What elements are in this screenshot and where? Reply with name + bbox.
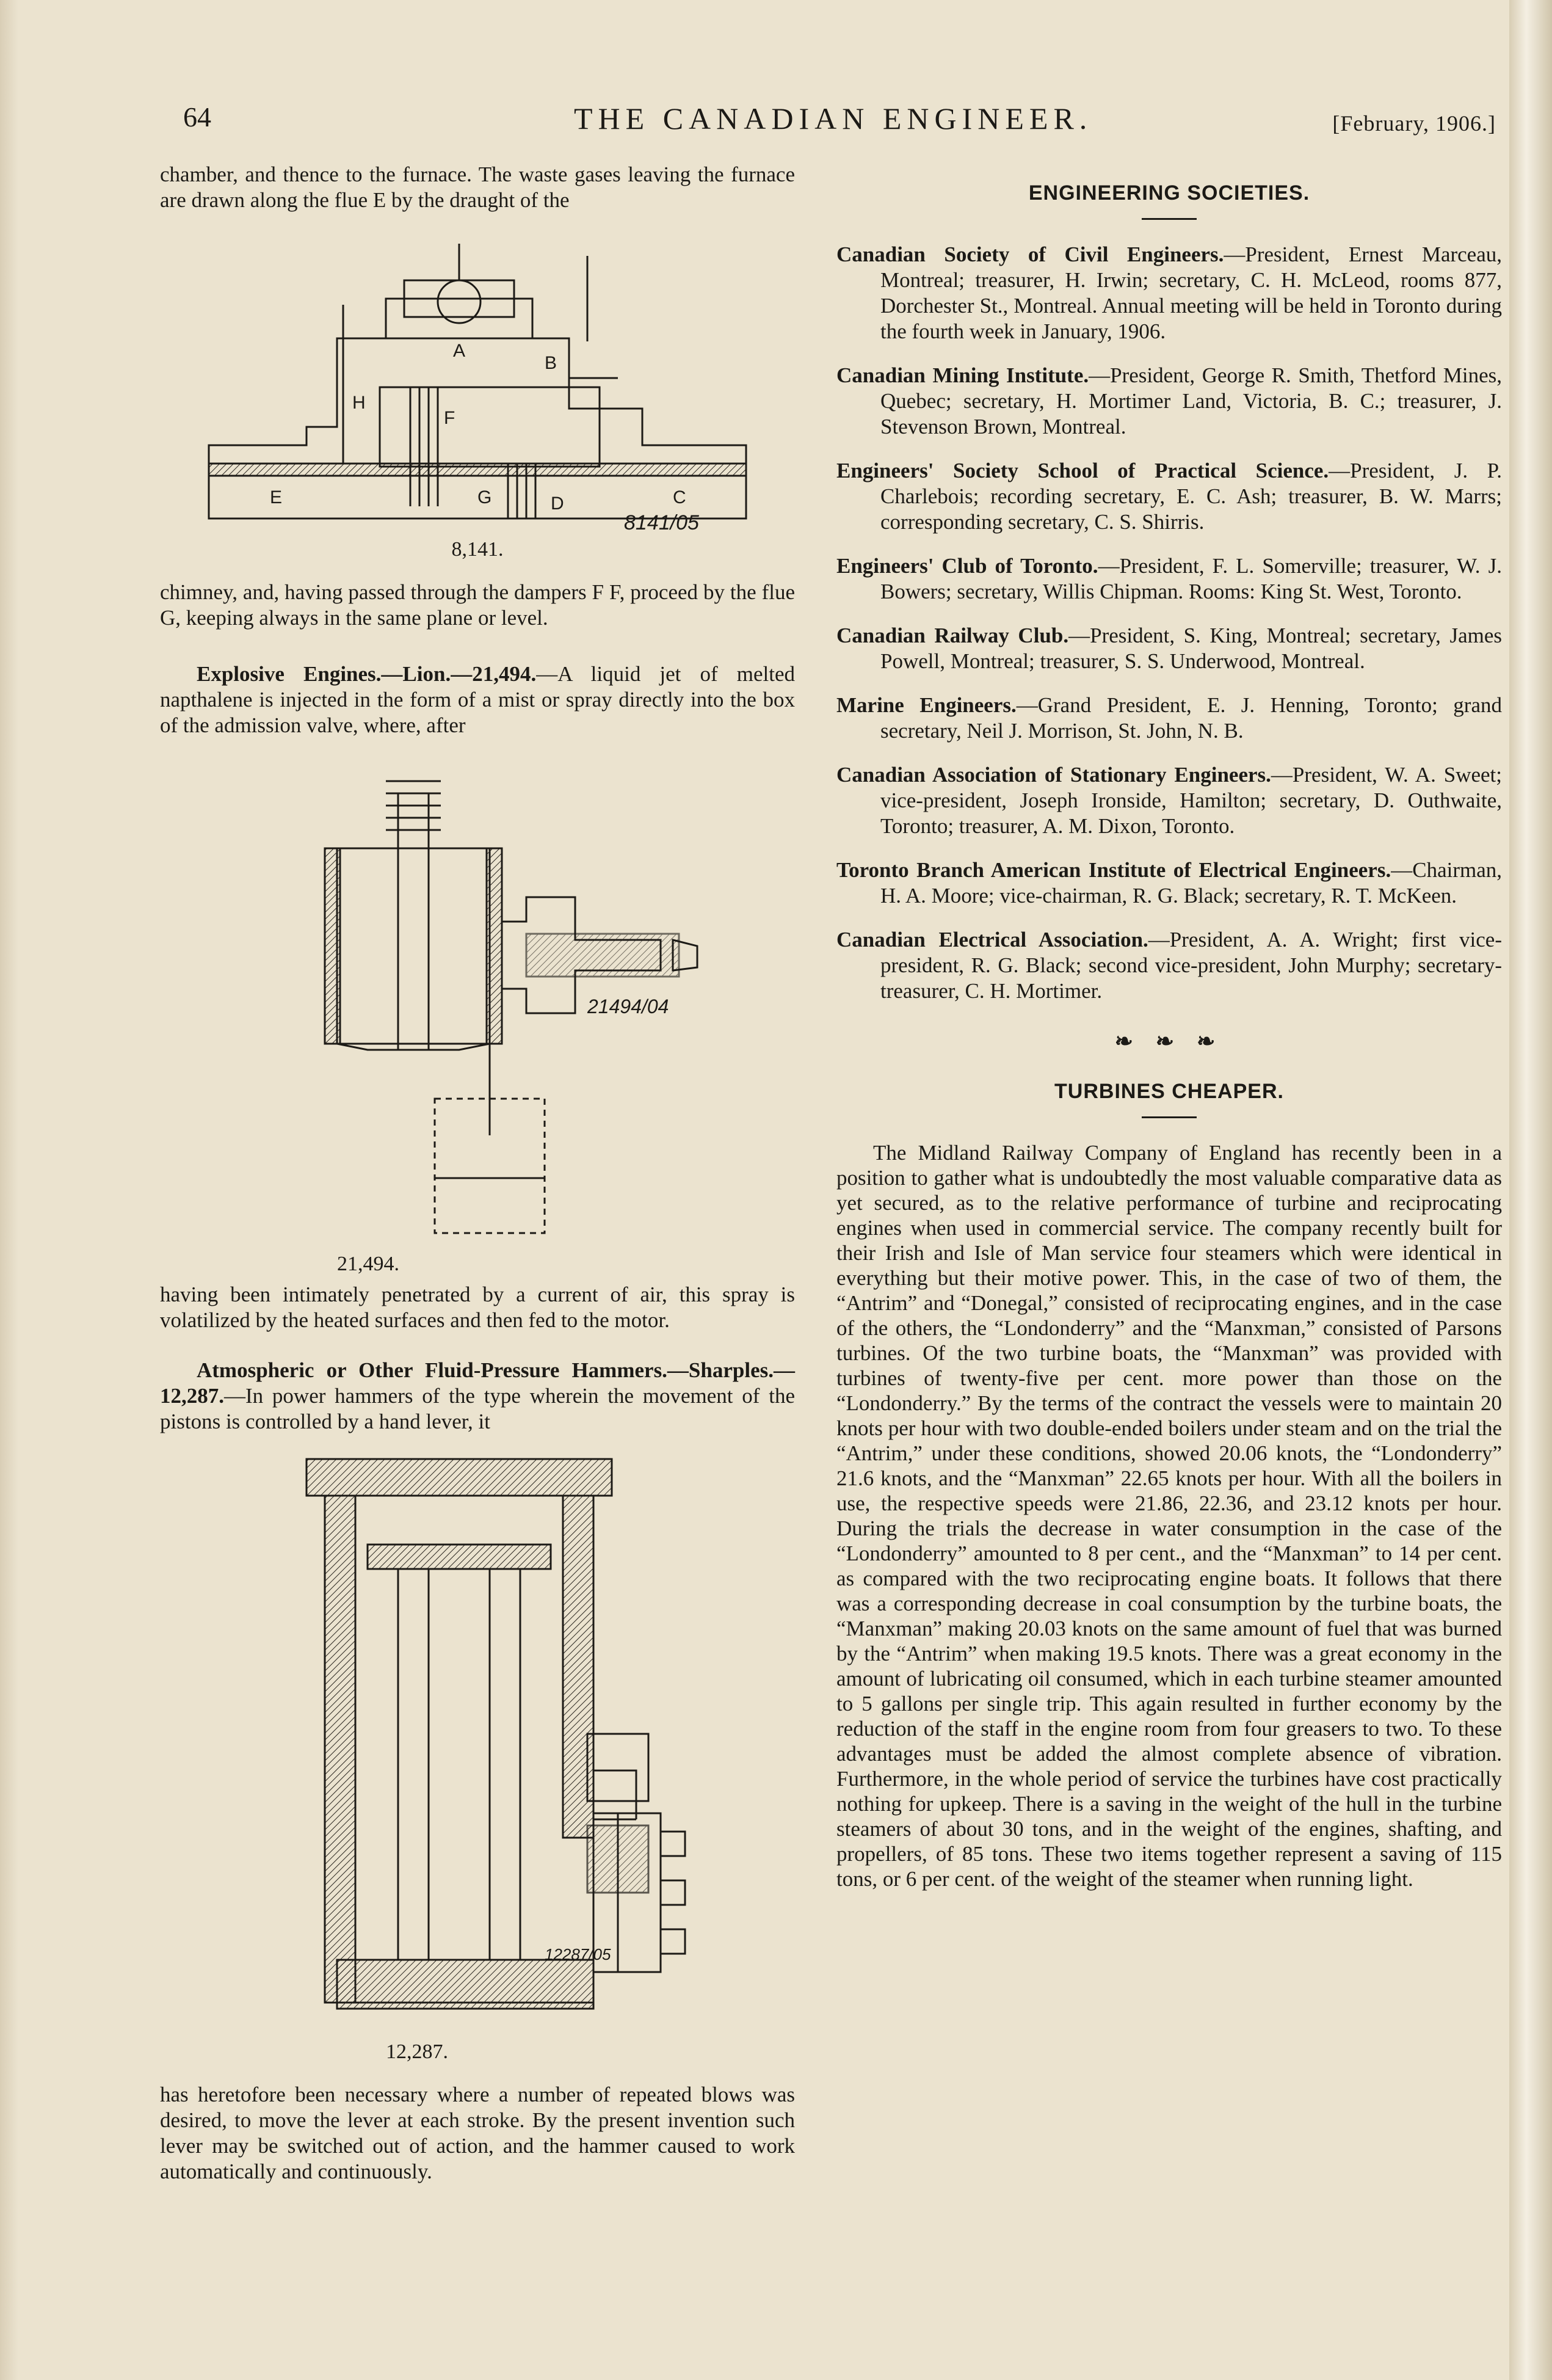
- label-g: G: [477, 487, 492, 508]
- issue-date: [February, 1906.]: [1332, 111, 1496, 136]
- heading-hammers: Atmospheric or Other Fluid-Pressure Hammers.—Sharples.—12,287.: [160, 1358, 795, 1408]
- list-item: Engineers' Club of Toronto.—President, F. L. Somerville; treasurer, W. J. Bowers; secretary, Willis Chipman. Rooms: King St. West, Toronto.: [836, 554, 1502, 603]
- journal-title: THE CANADIAN ENGINEER.: [574, 101, 1093, 136]
- title-rule: [1142, 1116, 1197, 1118]
- figure-caption-8141: 8,141.: [451, 538, 504, 561]
- list-item: Canadian Association of Stationary Engineers.—President, W. A. Sweet; vice-president, Joseph Ironside, Hamilton; secretary, D. Outhwaite, Toronto; treasurer, A. M. Dixon, Toronto.: [836, 763, 1502, 838]
- figure-stamp-12287: 12287/05: [545, 1945, 611, 1963]
- list-item: Canadian Society of Civil Engineers.—President, Ernest Marceau, Montreal; treasurer, H. Irwin; secretary, C. H. McLeod, rooms 877, Dorchester St., Montreal. Annual meeting will be held in Toronto during the fourth week in January, 1906.: [836, 242, 1502, 343]
- page-number: 64: [183, 101, 211, 133]
- list-item: Marine Engineers.—Grand President, E. J. Henning, Toronto; grand secretary, Neil J. Morrison, St. John, N. B.: [836, 693, 1502, 743]
- page-margin-left: [0, 0, 18, 2380]
- figure-8141: [203, 231, 752, 561]
- right-column: [836, 162, 1502, 2269]
- figure-21494: [245, 757, 709, 1276]
- label-d: D: [551, 493, 564, 514]
- page-edge-right: [1509, 0, 1552, 2380]
- text-hammers: —In power hammers of the type wherein the movement of the pistons is controlled by a hand lever, it: [160, 1384, 795, 1433]
- list-item: Canadian Electrical Association.—President, A. A. Wright; first vice-president, R. G. Black; second vice-president, John Murphy; secretary-treasurer, C. H. Mortimer.: [836, 928, 1502, 1003]
- left-column: [160, 162, 795, 2269]
- paragraph-explosive-engines: [160, 661, 795, 738]
- heading-turbines-cheaper: TURBINES CHEAPER.: [1054, 1080, 1284, 1103]
- figure-caption-12287: 12,287.: [386, 2040, 448, 2063]
- label-b: B: [545, 353, 557, 373]
- paragraph-turbines: The Midland Railway Company of England has recently been in a position to gather what is undoubtedly the most valuable comparative data as yet secured, as to the relative performance of turbine and reciprocating engines when used in commercial service. The company recently built for their Irish and Isle of Man service four steamers which were identical in everything but their motive power. This, in the case of two of them, the “Antrim” and “Donegal,” consisted of reciprocating engines, and in the case of the others, the “Londonderry” and the “Manxman,” consisted of Parsons turbines. Of the two turbine boats, the “Manxman” was provided with turbines of twenty-five per cent. more power than those on the “Londonderry.” By the terms of the contract the vessels were to maintain 20 knots per hour with two double-ended boilers under steam and on the trial the “Antrim,” under these conditions, showed 20.06 knots, the “Londonderry” 21.6 knots, and the “Manxman” 22.65 knots per hour. With all the boilers in use, the respective speeds were 21.86, 22.36, and 23.12 knots per hour. During the trials the decrease in water consumption in the case of the “Londonderry” amounted to 8 per cent., and the “Manxman” to 14 per cent. as compared with the two reciprocating engine boats. It follows that there was a corresponding decrease in coal consumption by the turbine boats, the “Manxman” making 20.03 knots on the same amount of fuel that was burned by the “Antrim” when making 19.5 knots. There was a great economy in the amount of lubricating oil consumed, which in each turbine steamer amounted to 5 gallons per single trip. This again resulted in further economy by the reduction of the staff in the engine room from four greasers to two. To these advantages must be added the almost complete absence of vibration. Furthermore, in the whole period of service the turbines have cost practically nothing for upkeep. There is a saving in the weight of the hull in the turbine steamers of about 30 tons, and in the weight of the engines, shafting, and propellers, of 85 tons. These two items together represent a saving of 115 tons, or 6 per cent. of the weight of the steamer when running light.: [836, 1141, 1502, 1891]
- section-ornament: ❧ ❧ ❧: [1114, 1029, 1224, 1054]
- list-item: Engineers' Society School of Practical Science.—President, J. P. Charlebois; recording secretary, E. C. Ash; treasurer, B. W. Marrs; corresponding secretary, C. S. Shirris.: [836, 459, 1502, 534]
- paragraph-lever: has heretofore been necessary where a number of repeated blows was desired, to move the lever at each stroke. By the present invention such lever may be switched out of action, and the hammer caused to work automatically and continuously.: [160, 2083, 795, 2183]
- hammer-diagram: [245, 1453, 709, 2033]
- heading-engineering-societies: ENGINEERING SOCIETIES.: [1028, 181, 1310, 205]
- figure-caption-21494: 21,494.: [337, 1253, 399, 1275]
- paragraph-chimney: chimney, and, having passed through the dampers F F, proceed by the flue G, keeping always in the same plane or level.: [160, 580, 795, 630]
- title-rule: [1142, 218, 1197, 220]
- figure-12287: [245, 1453, 709, 2064]
- paragraph-hammers: [160, 1358, 795, 1435]
- text-explosive-engines: —A liquid jet of melted napthalene is injected in the form of a mist or spray directly into the box of the admission valve, where, after: [160, 662, 795, 737]
- label-a: A: [453, 341, 466, 361]
- societies-list: [836, 242, 1502, 1004]
- paragraph-furnace: chamber, and thence to the furnace. The waste gases leaving the furnace are drawn along the flue E by the draught of the: [160, 162, 795, 212]
- list-item: Toronto Branch American Institute of Electrical Engineers.—Chairman, H. A. Moore; vice-chairman, R. G. Black; secretary, R. T. McKeen.: [836, 858, 1502, 908]
- paragraph-spray: having been intimately penetrated by a current of air, this spray is volatilized by the heated surfaces and then fed to the motor.: [160, 1283, 795, 1332]
- label-e: E: [270, 487, 283, 508]
- figure-stamp-8141: 8141/05: [624, 511, 699, 531]
- furnace-diagram: [203, 231, 752, 531]
- page-header: [183, 95, 1496, 150]
- label-f: F: [444, 408, 455, 428]
- valve-diagram: [245, 757, 709, 1245]
- label-c: C: [673, 487, 686, 508]
- figure-stamp-21494: 21494/04: [587, 995, 669, 1017]
- list-item: Canadian Mining Institute.—President, George R. Smith, Thetford Mines, Quebec; secretary, H. Mortimer Land, Victoria, B. C.; treasurer, J. Stevenson Brown, Montreal.: [836, 363, 1502, 439]
- label-h: H: [352, 393, 366, 413]
- heading-explosive-engines: Explosive Engines.—Lion.—21,494.: [197, 662, 537, 686]
- list-item: Canadian Railway Club.—President, S. King, Montreal; secretary, James Powell, Montreal; treasurer, S. S. Underwood, Montreal.: [836, 624, 1502, 673]
